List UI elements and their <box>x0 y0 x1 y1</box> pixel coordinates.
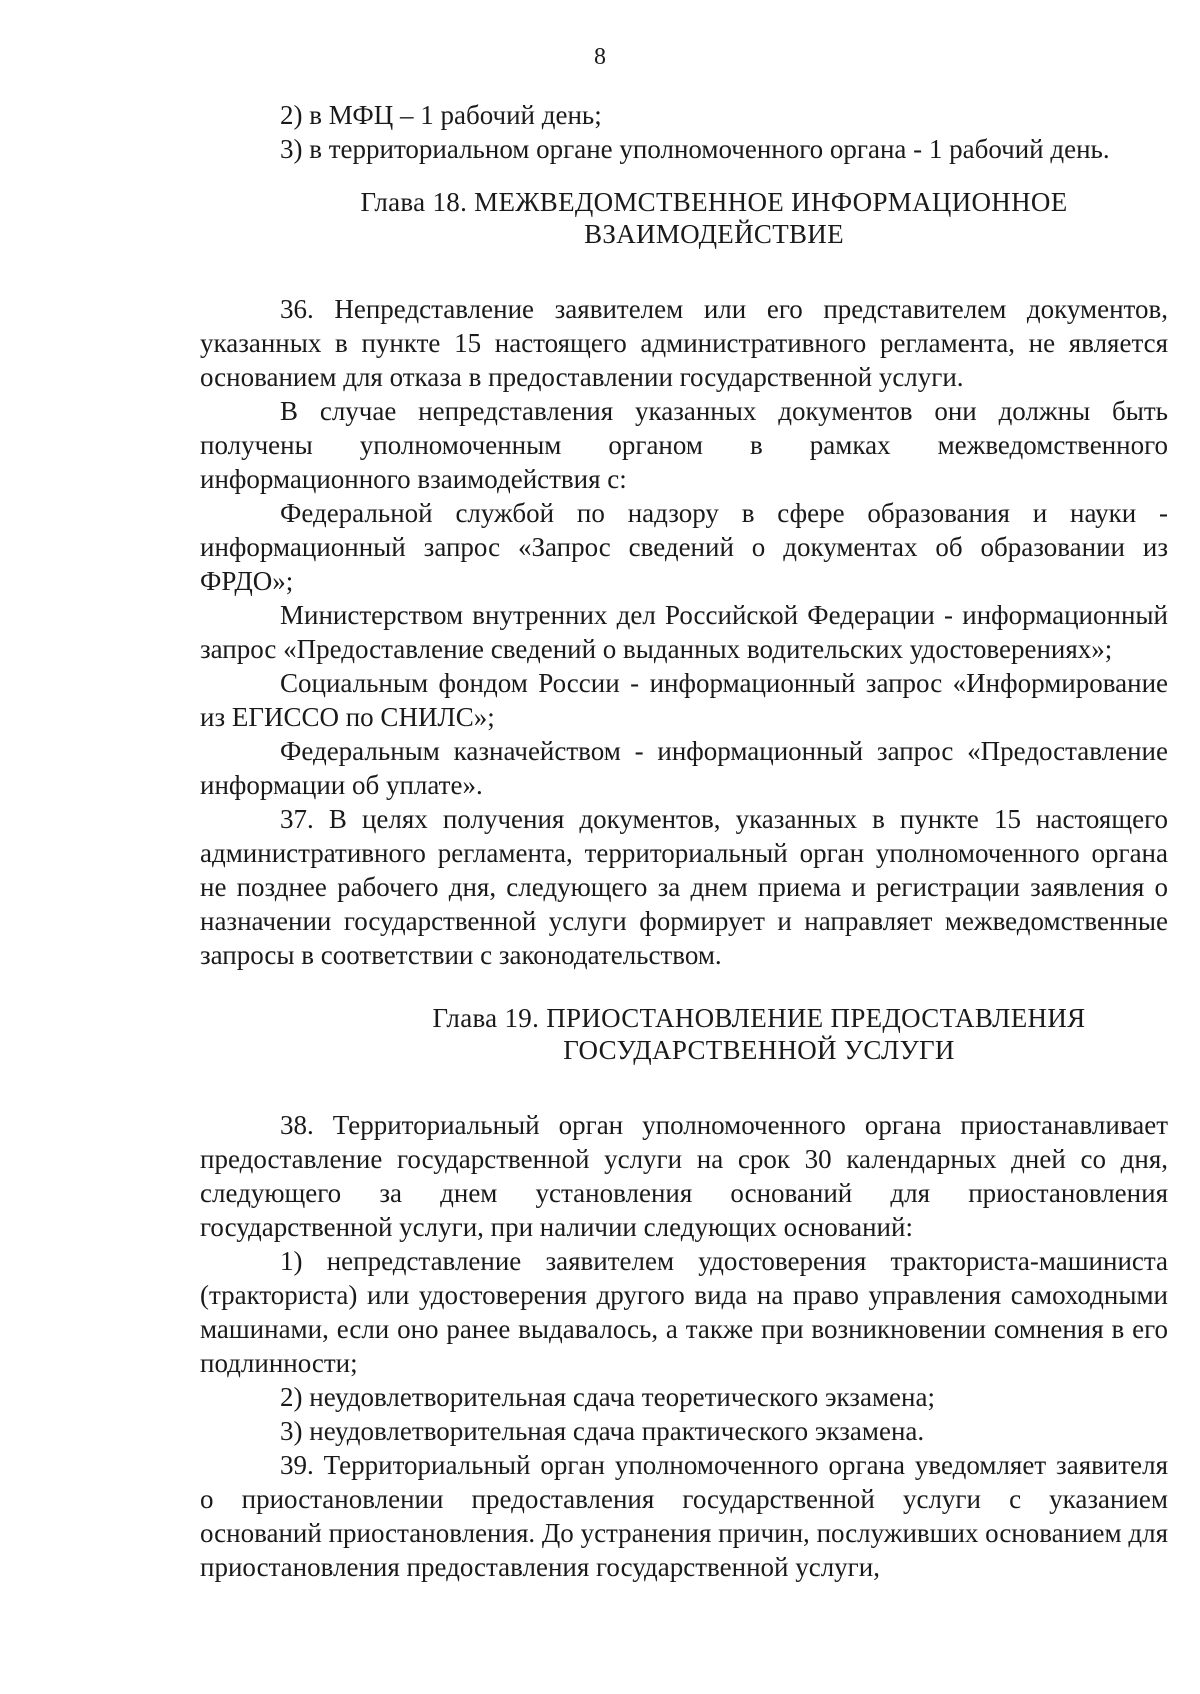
paragraph-fedservice: Федеральной службой по надзору в сфере образования и науки - информационный запрос «Запрос сведений о документах об образовании из ФРДО»; <box>200 498 1168 596</box>
paragraph-39: 39. Территориальный орган уполномоченного органа уведомляет заявителя о приостановлении предоставления государственной услуги с указанием оснований приостановления. До устранения причин, послуживших основанием для приостановления предоставления государственной услуги, <box>200 1450 1168 1582</box>
document-body <box>200 98 1168 1584</box>
list-item-mfc: 2) в МФЦ – 1 рабочий день; <box>280 100 602 130</box>
page-number: 8 <box>594 44 606 70</box>
paragraph-socfund: Социальным фондом России - информационный запрос «Информирование из ЕГИССО по СНИЛС»; <box>200 668 1168 732</box>
paragraph-38-item2: 2) неудовлетворительная сдача теоретического экзамена; <box>280 1382 935 1412</box>
list-item-territorial: 3) в территориальном органе уполномоченного органа - 1 рабочий день. <box>280 134 1110 164</box>
paragraph-38: 38. Территориальный орган уполномоченного органа приостанавливает предоставление государственной услуги на срок 30 календарных дней со дня, следующего за днем установления оснований для приостановления государственной услуги, при наличии следующих оснований: <box>200 1110 1168 1242</box>
chapter-18-title-line1: Глава 18. МЕЖВЕДОМСТВЕННОЕ ИНФОРМАЦИОННОЕ <box>360 187 1068 217</box>
chapter-19-title-line2: ГОСУДАРСТВЕННОЙ УСЛУГИ <box>563 1035 955 1065</box>
chapter-18-title-line2: ВЗАИМОДЕЙСТВИЕ <box>584 219 844 249</box>
paragraph-36: 36. Непредставление заявителем или его представителем документов, указанных в пункте 15 настоящего административного регламента, не является основанием для отказа в предоставлении государственной услуги. <box>200 294 1168 392</box>
paragraph-36-b: В случае непредставления указанных документов они должны быть получены уполномоченным органом в рамках межведомственного информационного взаимодействия с: <box>200 396 1168 494</box>
chapter-18-heading <box>200 186 1168 250</box>
paragraph-treasury: Федеральным казначейством - информационный запрос «Предоставление информации об уплате». <box>200 736 1168 800</box>
paragraph-mvd: Министерством внутренних дел Российской Федерации - информационный запрос «Предоставление сведений о выданных водительских удостоверениях»; <box>200 600 1168 664</box>
chapter-19-heading <box>200 1002 1168 1066</box>
paragraph-38-item1: 1) непредставление заявителем удостоверения тракториста-машиниста (тракториста) или удостоверения другого вида на право управления самоходными машинами, если оно ранее выдавалось, а также при возникновении сомнения в его подлинности; <box>200 1246 1168 1378</box>
paragraph-38-item3: 3) неудовлетворительная сдача практического экзамена. <box>280 1416 925 1446</box>
chapter-19-title-line1: Глава 19. ПРИОСТАНОВЛЕНИЕ ПРЕДОСТАВЛЕНИЯ <box>432 1003 1086 1033</box>
paragraph-37: 37. В целях получения документов, указанных в пункте 15 настоящего административного регламента, территориальный орган уполномоченного органа не позднее рабочего дня, следующего за днем приема и регистрации заявления о назначении государственной услуги формирует и направляет межведомственные запросы в соответствии с законодательством. <box>200 804 1168 970</box>
